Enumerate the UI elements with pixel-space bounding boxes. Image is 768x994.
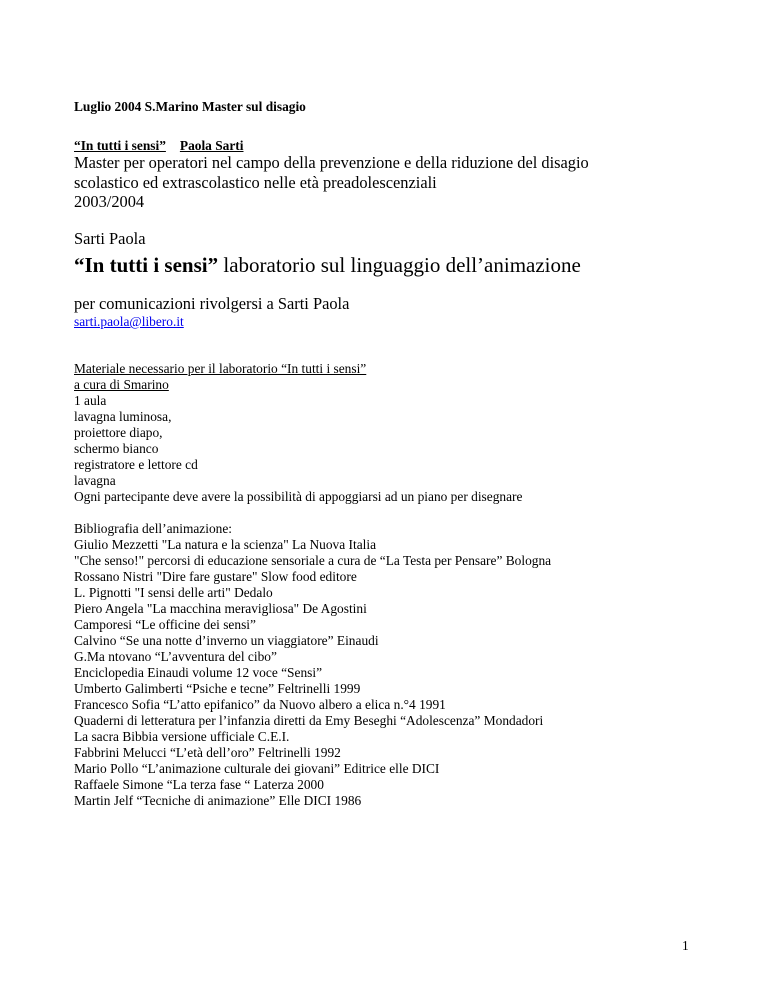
date-line: Luglio 2004 S.Marino Master sul disagio bbox=[74, 99, 306, 114]
bibliography-heading: Bibliografia dell’animazione: bbox=[74, 521, 233, 536]
lab-title bbox=[74, 253, 581, 277]
bibliography-item: Martin Jelf “Tecniche di animazione” Elle DICI 1986 bbox=[74, 793, 362, 808]
lab-title-bold: “In tutti i sensi” bbox=[74, 253, 219, 277]
intro-line-1: Master per operatori nel campo della prevenzione e della riduzione del disagio bbox=[74, 153, 589, 172]
bibliography-item: Quaderni di letteratura per l’infanzia diretti da Emy Beseghi “Adolescenza” Mondadori bbox=[74, 713, 544, 728]
page-number: 1 bbox=[682, 938, 689, 953]
materials-subheading: a cura di Smarino bbox=[74, 377, 169, 392]
bibliography-item: Rossano Nistri "Dire fare gustare" Slow food editore bbox=[74, 569, 357, 584]
bibliography-item: "Che senso!" percorsi di educazione sensoriale a cura de “La Testa per Pensare” Bologna bbox=[74, 553, 552, 568]
bibliography-item: Raffaele Simone “La terza fase “ Laterza 2000 bbox=[74, 777, 324, 792]
lab-title-rest: laboratorio sul linguaggio dell’animazione bbox=[218, 253, 581, 277]
materials-note: Ogni partecipante deve avere la possibilità di appoggiarsi ad un piano per disegnare bbox=[74, 489, 523, 504]
bibliography-item: Giulio Mezzetti "La natura e la scienza" La Nuova Italia bbox=[74, 537, 377, 552]
materials-heading: Materiale necessario per il laboratorio “In tutti i sensi” bbox=[74, 361, 367, 376]
title-quote: “In tutti i sensi” bbox=[74, 138, 166, 153]
lab-author: Sarti Paola bbox=[74, 229, 146, 248]
intro-line-2: scolastico ed extrascolastico nelle età preadolescenziali bbox=[74, 173, 437, 192]
materials-item: proiettore diapo, bbox=[74, 425, 163, 440]
bibliography-item: Fabbrini Melucci “L’età dell’oro” Feltrinelli 1992 bbox=[74, 745, 341, 760]
bibliography-item: Calvino “Se una notte d’inverno un viaggiatore” Einaudi bbox=[74, 633, 379, 648]
bibliography-item: Francesco Sofia “L’atto epifanico” da Nuovo albero a elica n.°4 1991 bbox=[74, 697, 446, 712]
materials-item: registratore e lettore cd bbox=[74, 457, 198, 472]
bibliography-item: Umberto Galimberti “Psiche e tecne” Feltrinelli 1999 bbox=[74, 681, 361, 696]
materials-item: lavagna luminosa, bbox=[74, 409, 172, 424]
materials-item: schermo bianco bbox=[74, 441, 159, 456]
bibliography-item: La sacra Bibbia versione ufficiale C.E.I. bbox=[74, 729, 290, 744]
bibliography-item: L. Pignotti "I sensi delle arti" Dedalo bbox=[74, 585, 273, 600]
materials-item: lavagna bbox=[74, 473, 116, 488]
title-line bbox=[74, 138, 244, 154]
email-link[interactable]: sarti.paola@libero.it bbox=[74, 314, 184, 329]
bibliography-item: Camporesi “Le officine dei sensi” bbox=[74, 617, 256, 632]
intro-line-3: 2003/2004 bbox=[74, 192, 145, 211]
bibliography-item: Mario Pollo “L’animazione culturale dei giovani” Editrice elle DICI bbox=[74, 761, 440, 776]
contact-line: per comunicazioni rivolgersi a Sarti Paola bbox=[74, 294, 350, 313]
bibliography-item: G.Ma ntovano “L’avventura del cibo” bbox=[74, 649, 277, 664]
author-name: Paola Sarti bbox=[179, 138, 244, 153]
materials-item: 1 aula bbox=[74, 393, 107, 408]
bibliography-item: Enciclopedia Einaudi volume 12 voce “Sensi” bbox=[74, 665, 323, 680]
bibliography-item: Piero Angela "La macchina meravigliosa" De Agostini bbox=[74, 601, 367, 616]
